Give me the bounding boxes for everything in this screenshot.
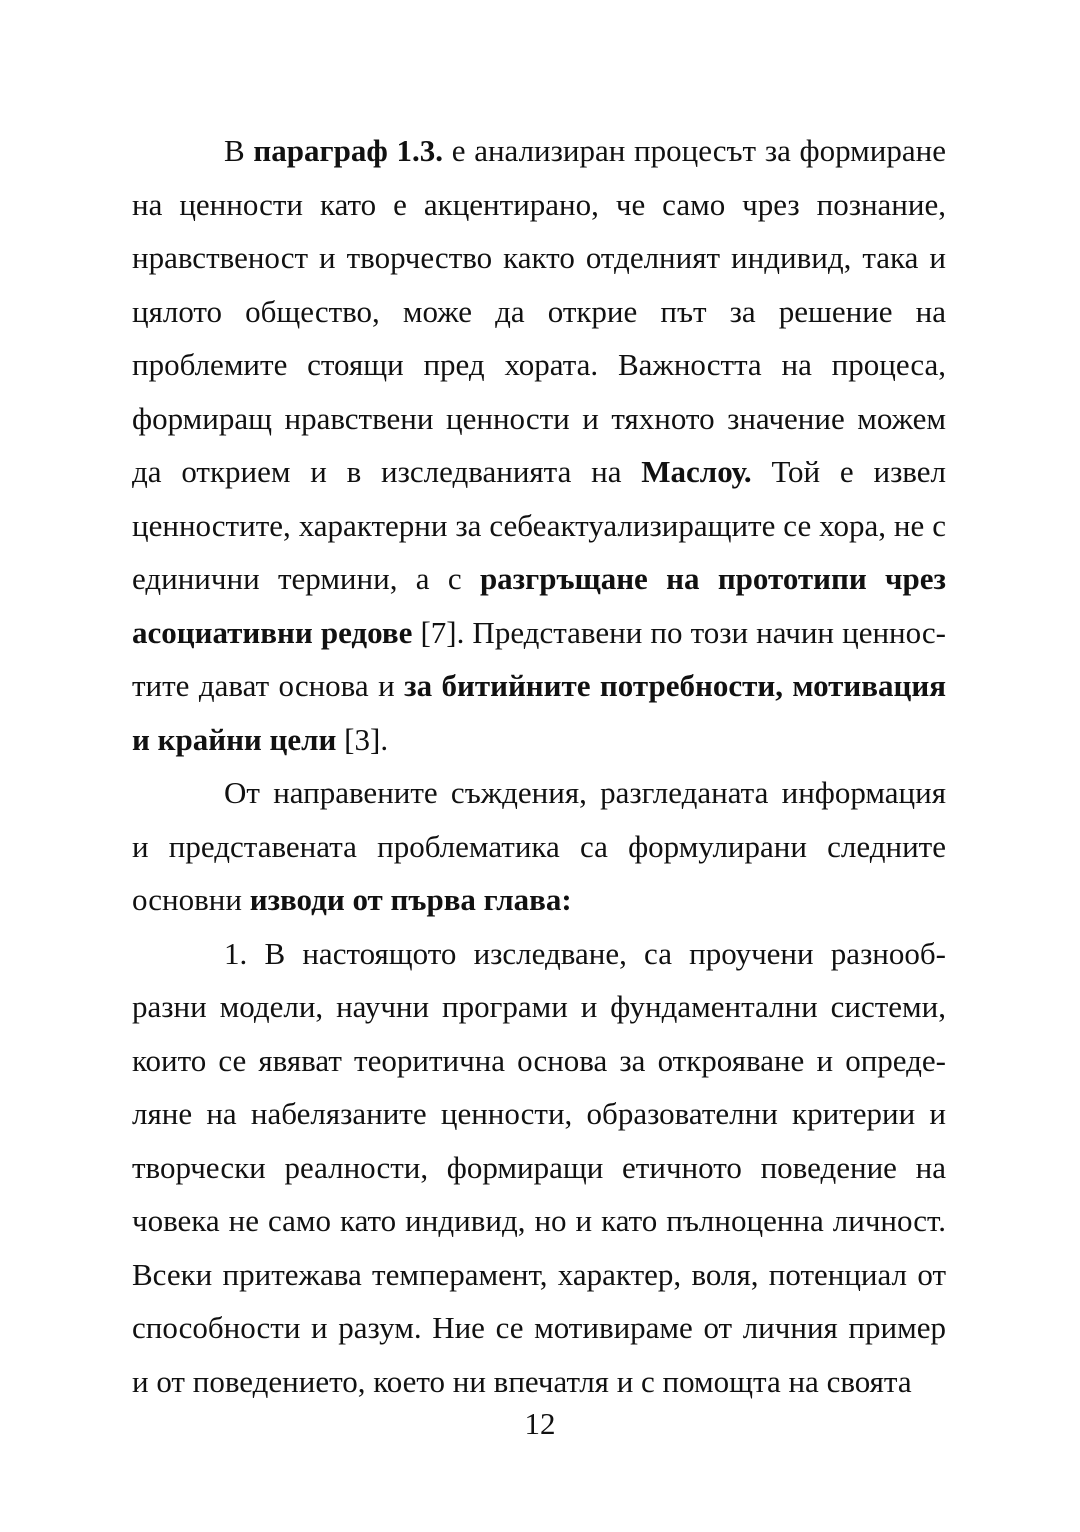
paragraph-section-1-3-summary [132, 124, 946, 766]
text-run: 1. В настоящото изследване, са проучени разнооб-разни модели, научни програми и фундаментални системи, които се явяват теоритична основа за открояване и опреде-ляне на набелязаните ценности, образователни критерии и творчески реалности, формиращи етичното поведение на човека не само като индивид, но и като пълноценна личност. Всеки притежава темперамент, характер, воля, потенциал от способности и разум. Ние се мотивираме от личния пример и от поведението, което ни впечатля и с помощта на своята [132, 935, 946, 1399]
page-number: 12 [524, 1406, 556, 1441]
body-text [132, 124, 946, 1408]
text-run: Той е извел ценностите, характерни за себеактуализиращите се хора, не с единични термини, а с [132, 454, 946, 596]
bold-text-run: изводи от първа глава: [249, 882, 572, 917]
bold-text-run: разгръщане на прототипи чрез асоциативни редове [132, 561, 946, 650]
paragraph-conclusion-1 [132, 927, 946, 1409]
text-run: От направените съждения, разгледаната информация и представената проблематика са формулирани следните основни [132, 775, 946, 917]
text-run: [3]. [336, 721, 389, 757]
text-run: [7]. Представени по този начин ценнос-тите дават основа и [132, 614, 947, 703]
paragraph-conclusions-intro [132, 766, 946, 927]
bold-text-run: Маслоу. [641, 454, 752, 489]
bold-text-run: параграф 1.3. [253, 133, 443, 168]
bold-text-run: за битийните потребности, мотивация и крайни цели [132, 668, 946, 757]
text-run: В [224, 133, 254, 168]
text-run: е анализиран процесът за формиране на ценности като е акцентирано, че само чрез познание, нравственост и творчество както отделният индивид, така и цялото общество, може да открие път за решение на проблемите стоящи пред хората. Важността на процеса, формиращ нравствени ценности и тяхното значение можем да открием и в изследванията на [132, 133, 946, 489]
